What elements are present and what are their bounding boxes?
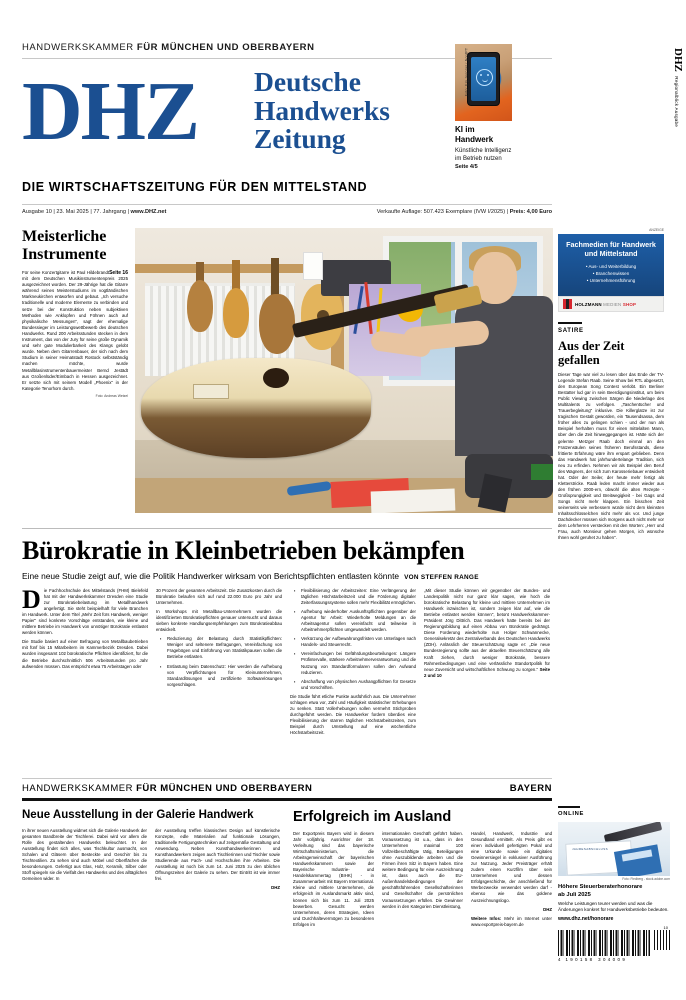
ad-brand-shop: SHOP bbox=[621, 301, 637, 307]
satire-headline-l1: Aus der Zeit bbox=[558, 339, 625, 353]
bottom-left-col1 bbox=[22, 828, 147, 894]
ad-title-l2: und Mittelstand bbox=[584, 249, 638, 258]
paper-title-line1: Deutsche bbox=[254, 66, 361, 97]
smiley-face-icon bbox=[476, 69, 493, 86]
bottom-right-col1 bbox=[293, 831, 374, 931]
main-col4-p1-text: „Mit dieser Studie können wir gegenüber der Bundes- und Landespolitik nicht nur ganz klar sagen, wie hoch die bürokratische Belastung für kleine und mittlere Unternehmen im Handwerk inzwischen ist, sondern zeigen klar auf, wie die Betriebe entlastet werden können", betont Handwerkskammer-Präsident Jörg Dittrich. Das Handwerk hatte bereits bei der Regierungsbildung auf einen Abbau von Bürokratie gedrängt. Diese Forderung wiederholte nun Holger Schwannecke, Generalsekretär des Zentralverbands des Deutschen Handwerks (ZDH). Anlässlich der Steuerschätzung sagte er: „Die neue Bundesregierung sollte aus der aktuellen Steuerschätzung alle Kraft ziehen, durch weniger Bürokratie, bessere Rahmenbedingungen und eine verlässliche Standortpolitik für neue Zuversicht und wirtschaftlichen Schwung zu sorgen." bbox=[424, 588, 550, 672]
main-col3-p1: Die Studie führt etliche Punkte ausführlich aus. Die Unternehmer schlagen etwa vor, Zahl und Häufigkeit statistischer Erhebungen zu senken. Statt Vollerhebungen sollen vermehrt Stichproben durchgeführt werden. Die Handwerker fordern überdies eine Flexibilisierung der starren täglichen Höchstarbeitszeiten, zum Beispiel durch Umstellung auf eine wöchentliche Höchstarbeitszeit. bbox=[290, 693, 416, 735]
online-rail bbox=[558, 806, 670, 964]
bottom-left-col2-text: der Ausstellung treffen klassisches Design auf künstlerische Konzepte, edle Materialien auf funktionale Lösungen, traditionelle Fertigungstechniken auf zeitgemäße Gestaltung und Anwendung. Neben Kunsthandwerkerinnen und Kunsthandwerkern zeigen auch Tischlerinnen und Tischler sowie Studierende aus Fach- und Hochschulen ihre Arbeiten. Die Ausstellung ist noch bis zum 14. Juni 2025 zu den üblichen Öffnungszeiten der Galerie zu sehen. Der Eintritt ist wie immer frei. bbox=[155, 828, 280, 882]
online-photo-credit: Foto: Fiedberg - stock.adobe.com bbox=[622, 877, 670, 881]
holzmann-logo-icon bbox=[563, 299, 572, 309]
online-headline[interactable] bbox=[558, 884, 670, 899]
bottom-right-tag: DHZ bbox=[543, 906, 552, 912]
main-col1-p1 bbox=[22, 585, 148, 636]
ad-brand-text bbox=[575, 302, 636, 307]
top-story-headline-l1: Meisterliche bbox=[22, 228, 107, 245]
more-label: Weitere Infos: bbox=[471, 915, 505, 921]
bottom-right-headline[interactable]: Erfolgreich im Ausland bbox=[293, 809, 452, 825]
dhz-logo[interactable]: DHZ bbox=[22, 65, 199, 158]
top-story-headline-l2: Instrumente bbox=[22, 246, 107, 263]
subhead-wrap bbox=[22, 180, 552, 215]
promo-ki-box[interactable] bbox=[455, 44, 512, 174]
main-article-column-4 bbox=[424, 588, 550, 739]
advertisement-box[interactable] bbox=[558, 234, 664, 296]
main-article-columns bbox=[22, 585, 552, 739]
issue-text: Ausgabe 10 | 23. Mai 2025 | 77. Jahrgang | bbox=[22, 209, 131, 215]
document-label: JAHRESABSCHLUSS bbox=[572, 847, 609, 851]
right-rail bbox=[558, 228, 664, 541]
main-article-continuation[interactable]: Seite 2 und 10 bbox=[424, 666, 550, 678]
paper-title bbox=[254, 68, 390, 154]
bottom-article-right bbox=[293, 809, 552, 931]
bottom-right-col1-text: Der Exportpreis Bayern wird in diesem Jahr volljährig. Ausrichter der 18. Verleihung sind das bayerische Wirtschaftsministerium, die Arbeitsgemeinschaft der bayerischen Handwerkskammern sowie der Bayerische Industrie- und Handelskammertag (BIHK) - in Zusammenarbeit mit Bayern International. Kleine und mittlere Unternehmen, die erfolgreich im Auslandsmarkt aktiv sind, können sich bis zum 11. Juli 2025 bewerben. Gesucht werden Unternehmen, deren Strategien, Ideen und Durchhaltevermögen zu besonderen Erfolgen im bbox=[293, 831, 374, 927]
main-col2-list bbox=[156, 636, 282, 687]
bottom-left-col1-text: In ihrer neuen Ausstellung widmet sich die Galerie Handwerk der gesamten Bandbreite der Tischlerei. Dabei wird vor allem die Rolle des gestaltenden Handwerks beleuchtet. In der Ausstellung findet sich alles, was Tischkultur ausmacht, von Schalen und Gläsern über Besteckte und Geschirr bis zu Tischtextilien. Zu sehen sind auch Möbel und Oberflächen die besonderungen. Gefertigt aus Glas, Holz, Keramik, Silber oder Stoff spiegeln sie die Vielfalt des Handwerks und des alltäglichen Gemeinen wider. In bbox=[22, 828, 147, 882]
bottom-section-rule bbox=[22, 798, 552, 801]
main-article-column-2 bbox=[156, 588, 282, 739]
guitar-neck-1 bbox=[271, 258, 279, 298]
paper-title-line3: Zeitung bbox=[254, 123, 346, 154]
smiley-mouth bbox=[482, 78, 488, 82]
guitar-body-main bbox=[141, 358, 371, 458]
circulation-text: Verkaufte Auflage: 507.423 Exemplare (IVW I/2025) | bbox=[376, 209, 510, 215]
promo-photo-credit: Foto: Elg Jeonnel / NordPT bbox=[464, 47, 469, 97]
list-item: ▪ Entlastung beim Datenschutz: Hier werden die Aufhebung von Verpflichtungen für Kleinunternehmen, Standardlösungen und zertifizierte Softwarelösungen vorgeschlagen. bbox=[162, 664, 282, 688]
side-brand bbox=[666, 44, 684, 174]
satire-body: Dieser Tage war viel zu lesen über das Ende der TV-Legende Stefan Raab. Seine Show bei RTL abgesetzt, den European Song Contest verlobt. Ein Berliner Bestatter lud gar in sein Beerdigungsinstitut, um beim Public Viewing zwischen Särgen die Niederlage des Multitalents zu verfolgen. „Taschentücher und Trauerbegleitung" inklusive. Die Killerglatze ist zur tragischen Gestalt geworden, ein Tausendsassa, dem früher alles zu gelingen schien - und der nun als Beispiel herhalten muss für einen mittelalten Mann, über den die Zeit hinweggegangen ist. Hätte sich der gelernte Metzger Raab doch einmal an den Fratzensäulen seines früheren Berufsstands, diese frittierte Erfahrung wäre ihm erspart geblieben. Denn das Handwerk hat jahrhundertelange Tradition, sich neu zu erfinden. Nehmen wir als Beispiel den Beruf des Wagners, der sich zum Karosseriebauer entwickelt hat. Oder der Seiler, der heute mehr fertigt als Kletterstricke. Raab leden macht immer wieder aus den frühen 2000-ern, obwohl die alten Rezepte - Großsprungigkeit und Breitwegigkeit - bei Gags und Songs nicht mehr klappen. Ein bisschen Zeit seinerseits wie verbessern würde nicht dem kleinsten Inhaltsschlüsselchen nicht mehr als vor. Und junge Dachdecker müssen sich morgens auch nicht mehr vor dem Lehrherren verstecken mit den Worten: „Herr und Frau, auch Monsieur gehen Morgen, ich wünsche Ihnen wohl geruhet zu haben". bbox=[558, 372, 664, 541]
main-article-column-1 bbox=[22, 585, 148, 739]
bottom-section bbox=[22, 778, 552, 931]
list-item: ▪ Abschaffung von physischen Aushangpflichten für Gesetze und Vorschriften. bbox=[296, 679, 416, 691]
bottom-chamber-line bbox=[22, 783, 312, 794]
list-item: ▪ Reduzierung der Belastung durch Statistikpflichten: Weniger und seltenere Befragungen, Vereinfachung von Fragebögen und Einführung von Statistikpausen sollen die Betriebe entlasten. bbox=[162, 636, 282, 660]
top-story-photo-credit: Foto: Andreas Wetzel bbox=[95, 393, 128, 398]
guitar-soundhole bbox=[263, 368, 289, 388]
ad-bullet-text: Branchenwissen bbox=[595, 271, 630, 276]
barcode-issue-number: 10 bbox=[663, 925, 668, 931]
online-kicker: ONLINE bbox=[558, 811, 585, 817]
online-photo bbox=[558, 822, 670, 876]
circulation-info bbox=[377, 209, 552, 215]
ad-title bbox=[558, 240, 664, 258]
top-story-page-ref[interactable]: Seite 16 bbox=[109, 270, 128, 276]
main-col4-p1 bbox=[424, 588, 550, 679]
bottom-region-label: BAYERN bbox=[509, 783, 552, 794]
more-url[interactable]: www.exportpreis-bayern.de bbox=[471, 921, 524, 927]
issue-info bbox=[22, 209, 166, 215]
top-story-headline[interactable] bbox=[22, 228, 127, 264]
more-text: Mehr im Internet unter bbox=[504, 915, 552, 921]
top-story-body bbox=[22, 270, 128, 392]
craftsman-torso bbox=[455, 296, 553, 456]
main-col2-p2: In Workshops mit Metallbau-Unternehmern wurden die identifizierten Bürokratiepflichten genauer untersucht und daraus sieben konkrete Handlungsempfehlungen zum Bürokratieabbau entwickelt. bbox=[156, 609, 282, 633]
main-article bbox=[22, 528, 552, 739]
logo-area bbox=[22, 62, 452, 167]
price-text: Preis: 4,00 Euro bbox=[509, 209, 552, 215]
phone-screen bbox=[471, 57, 496, 101]
side-brand-sub: Regionalblick Ausgabe bbox=[674, 76, 679, 127]
top-story-text-column bbox=[22, 228, 128, 398]
mandolin-body-2 bbox=[223, 288, 249, 338]
barcode-bars bbox=[558, 930, 650, 956]
side-brand-dhz: DHZ bbox=[672, 48, 684, 72]
bottom-right-col2-text: internationalen Geschäft geführt haben. Voraussetzung ist u.a., dass in den Unternehmen maximal 100 Vollzeitbeschäftigte tätig, Beteiligungen ohne Auszubildende arbeiten und die Firmen ihren Sitz in Bayern haben. Eine weitere Bedingung für eine Auszeichnung ist, dass auch die EU-Außenhandelsbedingungen der geschäftsführenden Gesellschafterinnen und Gesellschafter die persönlichen Voraussetzungen erfüllen. Die Gewinner werden in den Kategorien Dienstleistung, bbox=[382, 831, 463, 909]
satire-rule bbox=[558, 322, 582, 324]
side-brand-inner bbox=[670, 48, 686, 126]
promo-headline: KI im Handwerk bbox=[455, 125, 494, 144]
main-article-dek: Eine neue Studie zeigt auf, wie die Politik Handwerker wirksam von Berichtspflichten entlasten könnte bbox=[22, 571, 400, 581]
bottom-right-col3-text: Handel, Handwerk, Industrie und Gesundland ermittelt. Als Preis gibt es einen individuell gefertigten Pokal und eine Urkunde sowie ein digitales Gewinnersiegel in exklusiver Ausführung zur Nutzung. Jeder Preisträger erhält zudem einen Kurzfilm über sein Unternehmen und dessen Erfolgsgeschichte, der anschließend für Werbezwecke verwendet werden darf - ebenso wie das goldene Auszeichnungslogo. bbox=[471, 831, 552, 903]
main-col1-p2: Die Studie basiert auf einer Befragung von Metallbaubetrieben mit fünf bis 15 Mitarbeitern im Kammerbezirk Dresden. Dabei wurden insgesamt 102 bürokratische Pflichten identifiziert, für die die Betriebe durchschnittlich 506 Arbeitsstunden pro Jahr aufwenden müssen. Das entspricht etwa 75 Arbeitstagen oder bbox=[22, 639, 148, 669]
online-url[interactable]: www.dhz.net/honorare bbox=[558, 916, 614, 923]
paper-tag bbox=[303, 252, 323, 280]
chamber-plain: HANDWERKSKAMMER bbox=[22, 42, 137, 53]
white-sheet bbox=[371, 489, 456, 513]
bottom-left-col2 bbox=[155, 828, 280, 894]
mandolin-body-1 bbox=[187, 280, 213, 332]
satire-headline-l2: gefallen bbox=[558, 353, 600, 367]
online-headline-l1: Höhere Steuerberaterhonorare bbox=[558, 884, 643, 890]
bottom-chamber-bold: FÜR MÜNCHEN UND OBERBAYERN bbox=[136, 783, 313, 794]
online-headline-l2: ab Juli 2025 bbox=[558, 891, 591, 898]
main-col3-list bbox=[290, 588, 416, 691]
ad-bullet: • Aus- und Weiterbildung bbox=[585, 264, 637, 269]
main-col2-p1: 30 Prozent der gesamten Arbeitszeit. Die Zusatzkosten durch die Bürokratie belaufen sich auf rund 22.000 Euro pro Jahr und Unternehmen. bbox=[156, 588, 282, 606]
promo-subline-text: Künstliche Intelligenz im Betrieb nutzen bbox=[455, 148, 512, 162]
list-item: ▪ Flexibilisierung der Arbeitszeiten: Eine Verlängerung der täglichen Höchstarbeitszeit und die Förderung digitaler Zeiterfassungssysteme sollen mehr Flexibilität ermöglichen. bbox=[296, 588, 416, 606]
satire-headline[interactable] bbox=[558, 339, 664, 367]
satire-kicker: SATIRE bbox=[558, 328, 584, 334]
barcode-addon bbox=[654, 930, 670, 950]
main-article-headline[interactable]: Bürokratie in Kleinbetrieben bekämpfen bbox=[22, 536, 465, 565]
issue-url[interactable]: www.DHZ.net bbox=[130, 209, 167, 215]
issue-meta-row bbox=[22, 205, 552, 215]
bottom-left-headline[interactable]: Neue Ausstellung in der Galerie Handwerk bbox=[22, 809, 254, 821]
online-body: Welche Leistungen teurer werden und was die Änderungen konkret für Handwerksbetriebe bedeuten. bbox=[558, 901, 669, 913]
list-item: ▪ Verkürzung der Aufbewahrungsfristen von Unterlagen nach Handels- und Steuerrecht. bbox=[296, 636, 416, 648]
promo-photo bbox=[455, 44, 512, 121]
barcode-digits: 190158 304009 bbox=[565, 957, 628, 963]
ad-bullet-list bbox=[558, 263, 664, 284]
ad-brand-name: HOLZMANN bbox=[575, 301, 602, 307]
main-article-rule bbox=[22, 528, 552, 529]
paper-title-line2: Handwerks bbox=[254, 94, 390, 126]
barcode-lead-digit: 4 bbox=[558, 957, 561, 963]
ad-label: ANZEIGE bbox=[649, 228, 664, 232]
bottom-chamber-plain: HANDWERKSKAMMER bbox=[22, 783, 137, 794]
drop-cap: D bbox=[22, 585, 41, 614]
ad-brand-medien: MEDIEN bbox=[601, 301, 622, 307]
bottom-right-col3 bbox=[471, 831, 552, 931]
main-article-byline: VON STEFFEN RANGE bbox=[404, 574, 479, 581]
ad-title-l1: Fachmedien für Handwerk bbox=[566, 240, 656, 249]
ad-bullet-text: Unternehmensführung bbox=[589, 278, 636, 283]
list-item: ▪ Aufhebung wiederholter Auskunftspflichten gegenüber der Agentur für Arbeit: Wiederholte Meldungen an die Arbeitsagentur sollen vereinfacht und teilweise in Arbeitnehmerpflichten umgewandelt werden. bbox=[296, 609, 416, 633]
list-item: ▪ Vereinfachungen bei Gefährdungsbeurteilungen: Längere Prüfintervalle, stärkere Arbeitnehmerverantwortung und die Nutzung von Standardformularen sollen den Aufwand reduzieren. bbox=[296, 651, 416, 675]
barcode-number-row bbox=[558, 956, 670, 962]
drill-accent bbox=[531, 464, 553, 480]
promo-subline bbox=[455, 147, 512, 171]
bottom-left-columns bbox=[22, 828, 281, 894]
barcode bbox=[558, 925, 670, 964]
top-story-photo bbox=[135, 228, 553, 513]
online-rule bbox=[558, 806, 580, 808]
ad-bullet-text: Aus- und Weiterbildung bbox=[588, 264, 637, 269]
main-article-dek-row bbox=[22, 571, 552, 581]
main-col1-p1-text: ie Fachhochschule des Mittelstands (FHM) Bielefeld hat mit der Handwerkskammer Dresden eine Studie zur Bürokratiebelastung im Metallhandwerk angefertigt. Sie steht beispielhaft für viele Branchen im Handwerk. Unter dem Titel „Mehr Zeit fürs Handwerk, weniger Papier" sind konkrete Vorschläge entstanden, wie kleine und mittlere Betriebe im Handwerk von unnötiger Bürokratie entlastet werden können. bbox=[22, 588, 148, 636]
top-story-body-text: Für seine Konzertgitarre ist Paul Hildebrandt mit dem Deutschen Musikinstrumentenpreis 2025 ausgezeichnet worden. Der 29-Jährige hat die Gitarre während seines Meisterstudiums im vogtländischen Markneukirchen entworfen und gebaut. „Ich versuche traditionelle und moderne Elemente zu verbinden und setze bei der Konstruktion neben subjektiven Methoden wie Anklopfen und Föhnen auch auf physikalische Messungen", sagt der ehemalige Bundessieger im Leistungswettbewerb des deutschen Handwerks. Rund 200 Arbeitsstunden stecken in dem Instrument, das von der Jury für seine große Dynamik und sehr gute Modulierbarkeit des Klangs gelobt wurde. Neben dem Gitarrenbauer, der sich nach dem Studium in seiner Heimatstadt Rostock selbstständig machen möchte, wurde Metallblasinstrumentenbauermeister Bernd Jestädt aus Großenlüder/Eimbach in Hessen ausgezeichnet. Er setzte sich mit seinem Modell „Phoenix" in der Kategorie Tenorhorn durch. bbox=[22, 270, 128, 391]
bottom-columns bbox=[22, 809, 552, 931]
promo-page-ref[interactable]: Seite 4/5 bbox=[455, 164, 478, 170]
bottom-left-tag: DHZ bbox=[271, 885, 280, 891]
chamber-bold: FÜR MÜNCHEN UND OBERBAYERN bbox=[136, 42, 315, 53]
bottom-article-left bbox=[22, 809, 281, 931]
ad-bullet: • Unternehmensführung bbox=[586, 278, 636, 283]
hanging-guitar-1 bbox=[259, 294, 295, 354]
promo-text bbox=[455, 121, 512, 171]
paper-tagline: DIE WIRTSCHAFTSZEITUNG FÜR DEN MITTELSTAND bbox=[22, 180, 368, 194]
smartphone-icon bbox=[467, 52, 500, 106]
bottom-right-columns bbox=[293, 831, 552, 931]
ad-footer-logo[interactable] bbox=[558, 296, 664, 312]
bottom-right-col2 bbox=[382, 831, 463, 931]
main-article-column-3 bbox=[290, 588, 416, 739]
ad-bullet: • Branchenwissen bbox=[592, 271, 630, 276]
guitar-bridge bbox=[193, 384, 229, 399]
bottom-right-more bbox=[471, 916, 552, 928]
bottom-section-header bbox=[22, 778, 552, 798]
